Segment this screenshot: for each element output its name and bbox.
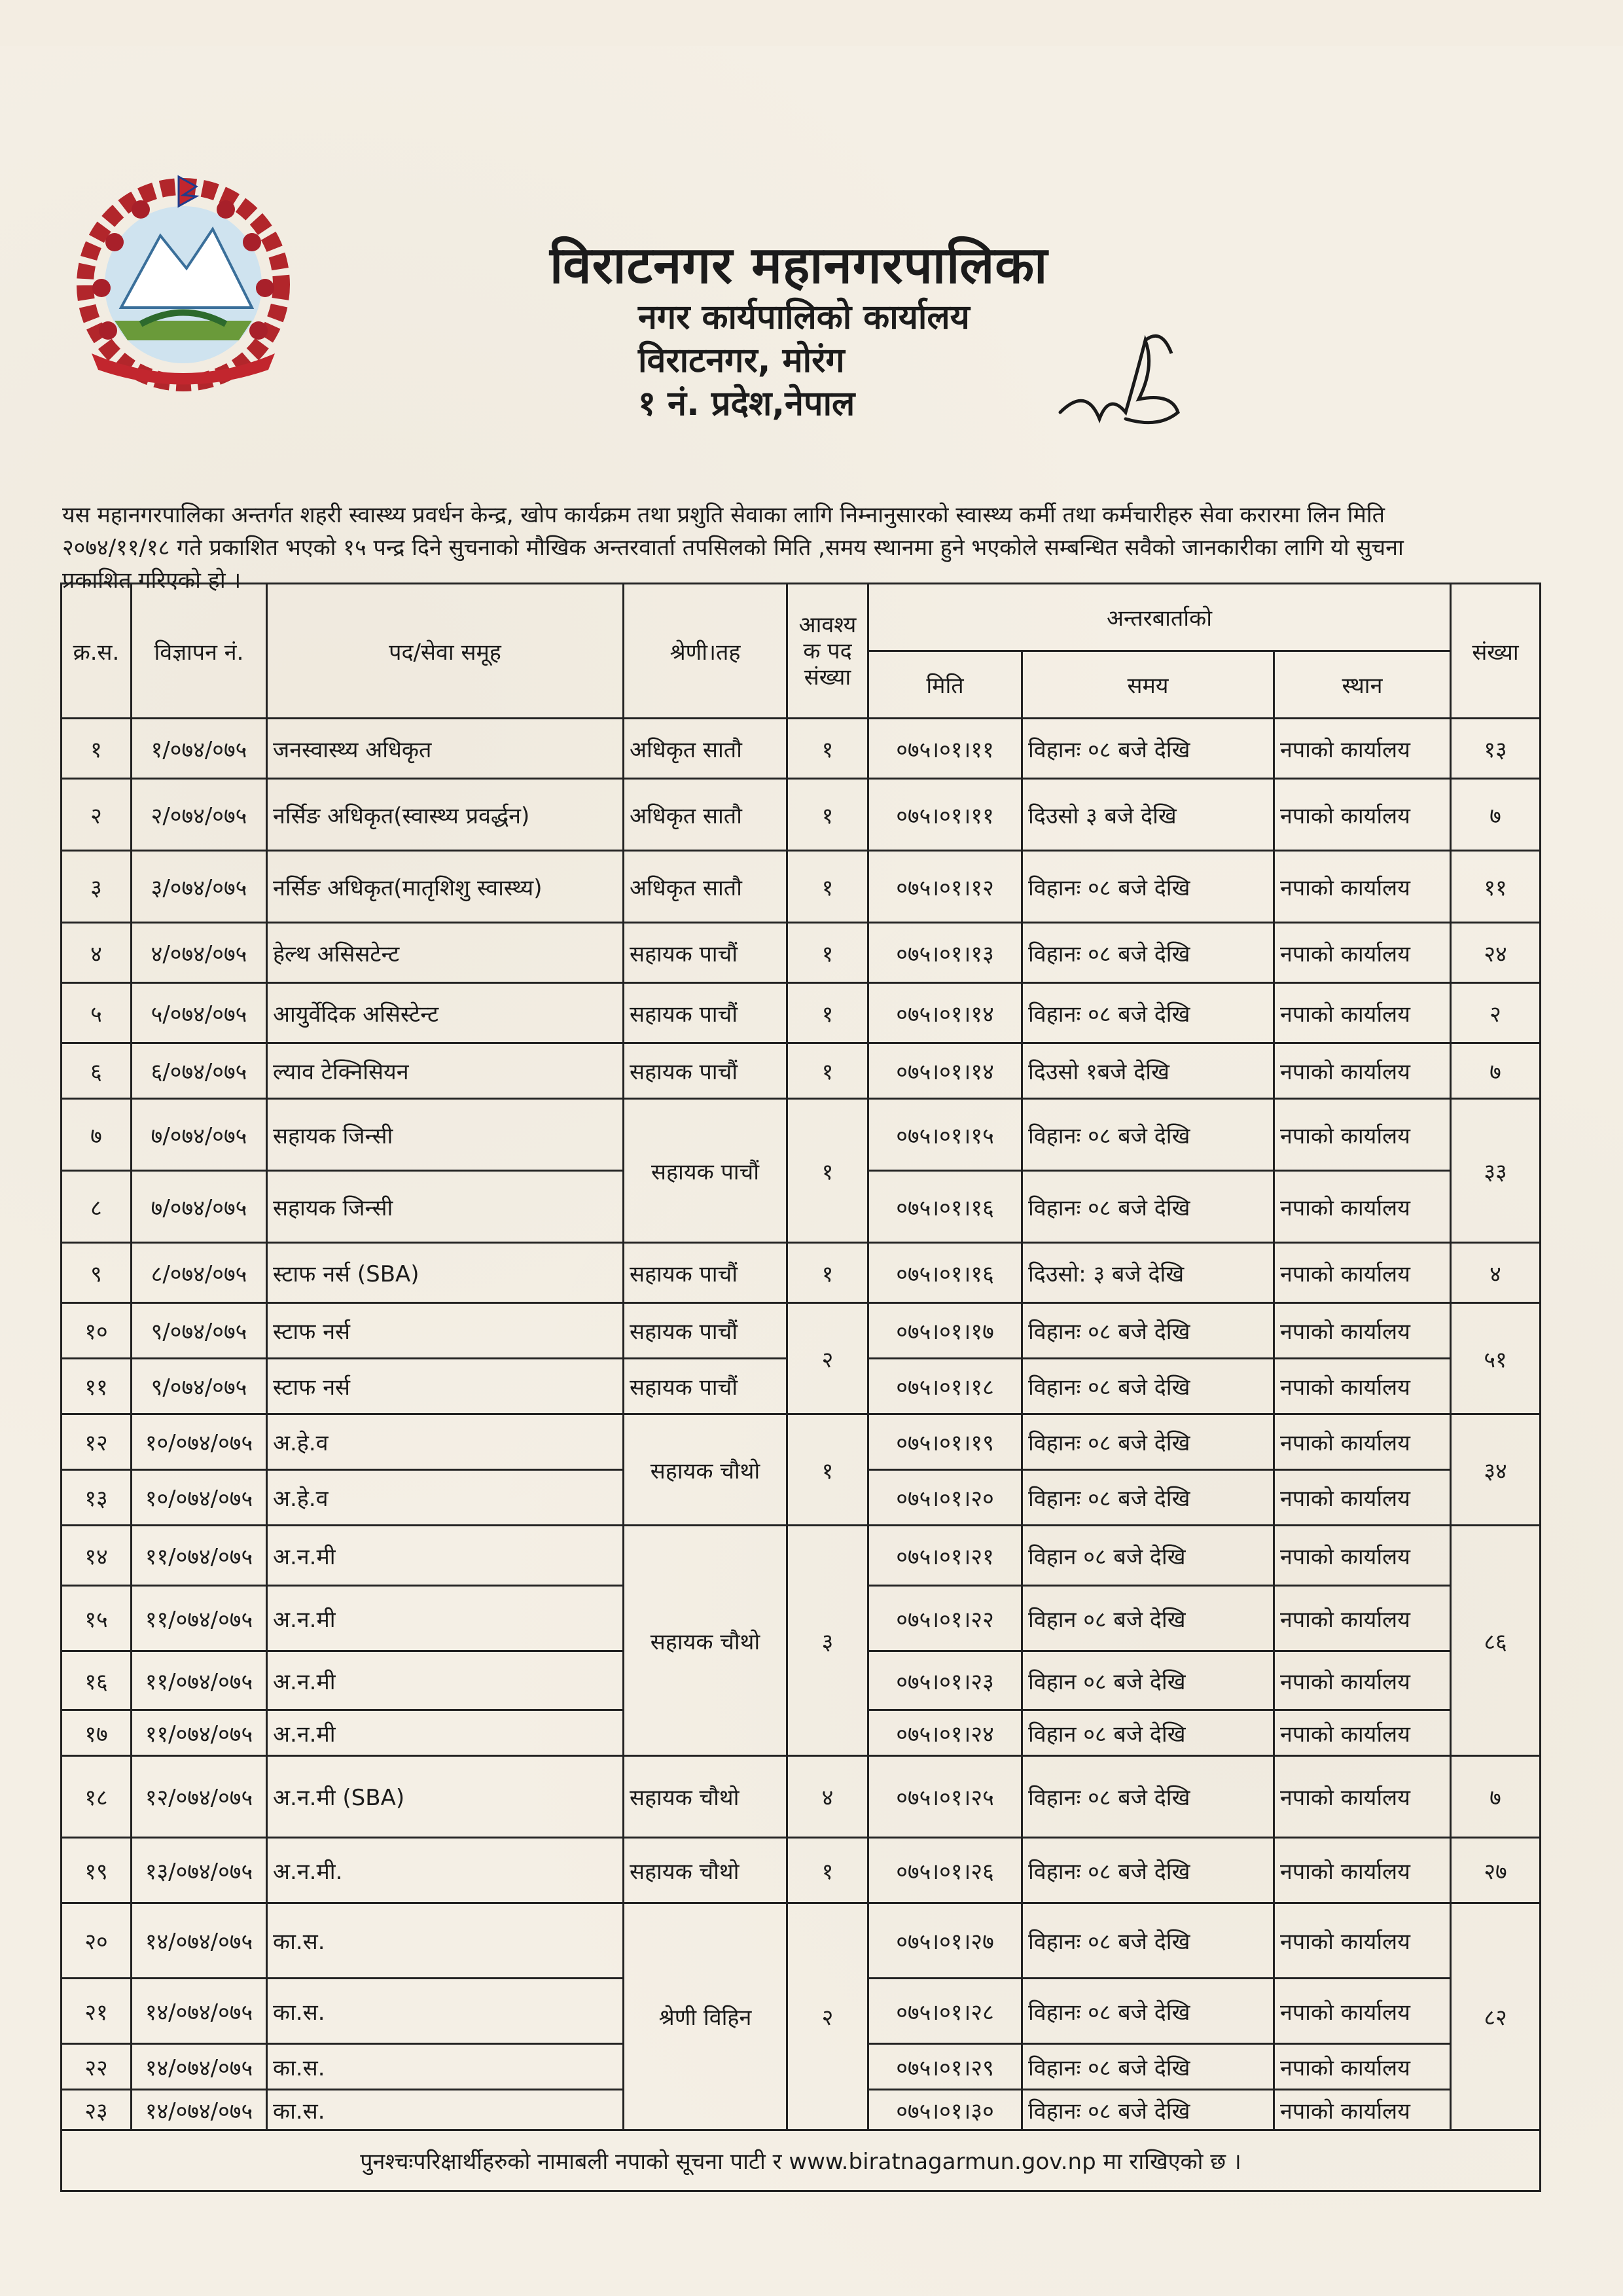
cell-sn: ४	[62, 923, 132, 983]
cell-place: नपाको कार्यालय	[1274, 719, 1451, 779]
cell-ad: ३/०७४/०७५	[132, 851, 267, 923]
cell-time: विहानः ०८ बजे देखि	[1022, 923, 1274, 983]
cell-sn: १८	[62, 1756, 132, 1838]
cell-ad: ९/०७४/०७५	[132, 1359, 267, 1414]
cell-ad: १४/०७४/०७५	[132, 2044, 267, 2090]
cell-post: का.स.	[267, 1979, 624, 2044]
cell-count: ११	[1451, 851, 1541, 923]
cell-place: नपाको कार्यालय	[1274, 1903, 1451, 1979]
cell-date: ०७५।०१।१८	[868, 1359, 1022, 1414]
header-interview: अन्तरबार्ताको	[868, 584, 1451, 651]
cell-sn: ९	[62, 1243, 132, 1303]
cell-required: १	[787, 1099, 868, 1243]
cell-date: ०७५।०१।११	[868, 719, 1022, 779]
cell-level: सहायक पाचौं	[624, 1359, 787, 1414]
cell-count: ७	[1451, 1043, 1541, 1099]
cell-sn: १९	[62, 1838, 132, 1903]
cell-time: विहानः ०८ बजे देखि	[1022, 1359, 1274, 1414]
cell-date: ०७५।०१।२७	[868, 1903, 1022, 1979]
cell-time: विहानः ०८ बजे देखि	[1022, 1756, 1274, 1838]
cell-sn: ८	[62, 1171, 132, 1243]
cell-time: विहानः ०८ बजे देखि	[1022, 1470, 1274, 1526]
cell-date: ०७५।०१।१३	[868, 923, 1022, 983]
cell-required: १	[787, 1043, 868, 1099]
cell-date: ०७५।०१।१७	[868, 1303, 1022, 1359]
cell-place: नपाको कार्यालय	[1274, 1099, 1451, 1171]
cell-date: ०७५।०१।३०	[868, 2090, 1022, 2130]
cell-level: अधिकृत सातौ	[624, 851, 787, 923]
cell-time: विहान ०८ बजे देखि	[1022, 1586, 1274, 1651]
cell-required: १	[787, 1838, 868, 1903]
table-row	[62, 1043, 1541, 1099]
cell-post: आयुर्वेदिक असिस्टेन्ट	[267, 983, 624, 1043]
cell-time: दिउसो: ३ बजे देखि	[1022, 1243, 1274, 1303]
cell-level: सहायक पाचौं	[624, 1043, 787, 1099]
cell-required: १	[787, 779, 868, 851]
cell-post: ल्याव टेक्निसियन	[267, 1043, 624, 1099]
cell-count: २७	[1451, 1838, 1541, 1903]
cell-date: ०७५।०१।१६	[868, 1171, 1022, 1243]
cell-post: अ.न.मी (SBA)	[267, 1756, 624, 1838]
cell-count: ३४	[1451, 1414, 1541, 1526]
cell-ad: १३/०७४/०७५	[132, 1838, 267, 1903]
cell-sn: १७	[62, 1710, 132, 1756]
cell-required: १	[787, 851, 868, 923]
cell-date: ०७५।०१।१५	[868, 1099, 1022, 1171]
table-row	[62, 1838, 1541, 1903]
cell-place: नपाको कार्यालय	[1274, 1710, 1451, 1756]
cell-sn: १४	[62, 1526, 132, 1586]
cell-sn: ५	[62, 983, 132, 1043]
cell-ad: ६/०७४/०७५	[132, 1043, 267, 1099]
cell-level: अधिकृत सातौ	[624, 779, 787, 851]
cell-post: स्टाफ नर्स	[267, 1303, 624, 1359]
cell-ad: ७/०७४/०७५	[132, 1099, 267, 1171]
cell-place: नपाको कार्यालय	[1274, 1526, 1451, 1586]
cell-required: १	[787, 923, 868, 983]
cell-place: नपाको कार्यालय	[1274, 983, 1451, 1043]
cell-post: अ.न.मी	[267, 1710, 624, 1756]
nepal-emblem-icon	[62, 157, 304, 399]
interview-schedule-table	[60, 583, 1541, 2192]
header-post: पद/सेवा समूह	[267, 584, 624, 719]
office-province: १ नं. प्रदेश,नेपाल	[638, 384, 855, 423]
cell-place: नपाको कार्यालय	[1274, 1838, 1451, 1903]
table-row	[62, 1756, 1541, 1838]
cell-date: ०७५।०१।२१	[868, 1526, 1022, 1586]
cell-place: नपाको कार्यालय	[1274, 779, 1451, 851]
table-row	[62, 923, 1541, 983]
cell-count: ८६	[1451, 1526, 1541, 1756]
cell-sn: २३	[62, 2090, 132, 2130]
cell-level: सहायक चौथो	[624, 1838, 787, 1903]
cell-ad: ५/०७४/०७५	[132, 983, 267, 1043]
cell-ad: १२/०७४/०७५	[132, 1756, 267, 1838]
table-footer-row	[62, 2130, 1541, 2191]
cell-place: नपाको कार्यालय	[1274, 1651, 1451, 1710]
cell-level: सहायक पाचौं	[624, 1099, 787, 1243]
cell-count: ५१	[1451, 1303, 1541, 1414]
cell-date: ०७५।०१।२५	[868, 1756, 1022, 1838]
cell-date: ०७५।०१।१२	[868, 851, 1022, 923]
cell-required: १	[787, 1414, 868, 1526]
header-time: समय	[1022, 651, 1274, 719]
cell-ad: ९/०७४/०७५	[132, 1303, 267, 1359]
cell-place: नपाको कार्यालय	[1274, 851, 1451, 923]
cell-sn: १०	[62, 1303, 132, 1359]
cell-date: ०७५।०१।१४	[868, 983, 1022, 1043]
cell-date: ०७५।०१।२४	[868, 1710, 1022, 1756]
cell-ad: ११/०७४/०७५	[132, 1710, 267, 1756]
cell-sn: १२	[62, 1414, 132, 1470]
cell-time: विहानः ०८ बजे देखि	[1022, 851, 1274, 923]
cell-level: सहायक चौथो	[624, 1756, 787, 1838]
table-row	[62, 1243, 1541, 1303]
cell-level: अधिकृत सातौ	[624, 719, 787, 779]
office-location: विराटनगर, मोरंग	[638, 341, 845, 380]
table-row	[62, 719, 1541, 779]
cell-sn: १५	[62, 1586, 132, 1651]
cell-place: नपाको कार्यालय	[1274, 2090, 1451, 2130]
cell-level: सहायक पाचौं	[624, 1303, 787, 1359]
header-ad-no: विज्ञापन नं.	[132, 584, 267, 719]
cell-ad: ७/०७४/०७५	[132, 1171, 267, 1243]
cell-post: हेल्थ असिसटेन्ट	[267, 923, 624, 983]
cell-time: विहानः ०८ बजे देखि	[1022, 719, 1274, 779]
cell-post: अ.न.मी	[267, 1526, 624, 1586]
cell-time: विहानः ०८ बजे देखि	[1022, 1414, 1274, 1470]
cell-time: विहानः ०८ बजे देखि	[1022, 2090, 1274, 2130]
cell-date: ०७५।०१।२३	[868, 1651, 1022, 1710]
table-row	[62, 1099, 1541, 1171]
cell-date: ०७५।०१।१६	[868, 1243, 1022, 1303]
cell-time: दिउसो १बजे देखि	[1022, 1043, 1274, 1099]
cell-level: सहायक चौथो	[624, 1414, 787, 1526]
cell-time: विहान ०८ बजे देखि	[1022, 1651, 1274, 1710]
cell-ad: ११/०७४/०७५	[132, 1586, 267, 1651]
cell-time: विहान ०८ बजे देखि	[1022, 1710, 1274, 1756]
cell-sn: १	[62, 719, 132, 779]
cell-required: १	[787, 983, 868, 1043]
notice-paragraph: यस महानगरपालिका अन्तर्गत शहरी स्वास्थ्य प्रवर्धन केन्द्र, खोप कार्यक्रम तथा प्रशुति सेवाका लागि निम्नानुसारको स्वास्थ्य कर्मी तथा कर्मचारीहरु सेवा करारमा लिन मिति २०७४/११/१८ गते प्रकाशित भएको १५ पन्द्र दिने सुचनाको मौखिक अन्तरवार्ता तपसिलको मिति ,समय स्थानमा हुने भएकोले सम्बन्धित सवैको जानकारीका लागि यो सुचना प्रकाशित गरिएको हो ।	[62, 502, 1404, 594]
office-subtitle: नगर कार्यपालिको कार्यालय	[638, 298, 970, 337]
header-required: आवश्य क पद संख्या	[787, 584, 868, 719]
cell-ad: १४/०७४/०७५	[132, 1903, 267, 1979]
cell-sn: २१	[62, 1979, 132, 2044]
cell-date: ०७५।०१।१९	[868, 1414, 1022, 1470]
cell-count: १३	[1451, 719, 1541, 779]
cell-place: नपाको कार्यालय	[1274, 1586, 1451, 1651]
cell-date: ०७५।०१।२२	[868, 1586, 1022, 1651]
table-row	[62, 779, 1541, 851]
cell-date: ०७५।०१।२९	[868, 2044, 1022, 2090]
cell-post: अ.न.मी	[267, 1586, 624, 1651]
cell-post: का.स.	[267, 1903, 624, 1979]
cell-place: नपाको कार्यालय	[1274, 1470, 1451, 1526]
cell-post: अ.हे.व	[267, 1470, 624, 1526]
cell-required: ४	[787, 1756, 868, 1838]
cell-post: सहायक जिन्सी	[267, 1171, 624, 1243]
cell-time: विहानः ०८ बजे देखि	[1022, 1903, 1274, 1979]
header-place: स्थान	[1274, 651, 1451, 719]
cell-ad: १/०७४/०७५	[132, 719, 267, 779]
cell-post: सहायक जिन्सी	[267, 1099, 624, 1171]
cell-sn: ६	[62, 1043, 132, 1099]
cell-time: विहानः ०८ बजे देखि	[1022, 2044, 1274, 2090]
cell-required: २	[787, 1303, 868, 1414]
cell-post: का.स.	[267, 2044, 624, 2090]
cell-place: नपाको कार्यालय	[1274, 1171, 1451, 1243]
cell-level: सहायक चौथो	[624, 1526, 787, 1756]
cell-level: सहायक पाचौं	[624, 1243, 787, 1303]
cell-date: ०७५।०१।२६	[868, 1838, 1022, 1903]
cell-place: नपाको कार्यालय	[1274, 1414, 1451, 1470]
cell-sn: १३	[62, 1470, 132, 1526]
cell-required: १	[787, 719, 868, 779]
cell-ad: २/०७४/०७५	[132, 779, 267, 851]
cell-level: श्रेणी विहिन	[624, 1903, 787, 2130]
cell-sn: ७	[62, 1099, 132, 1171]
cell-count: ४	[1451, 1243, 1541, 1303]
cell-post: स्टाफ नर्स (SBA)	[267, 1243, 624, 1303]
cell-post: अ.हे.व	[267, 1414, 624, 1470]
cell-time: विहानः ०८ बजे देखि	[1022, 1099, 1274, 1171]
cell-post: नर्सिङ अधिकृत(मातृशिशु स्वास्थ्य)	[267, 851, 624, 923]
table-row	[62, 1526, 1541, 1586]
header-sn: क्र.स.	[62, 584, 132, 719]
cell-sn: ३	[62, 851, 132, 923]
cell-time: विहानः ०८ बजे देखि	[1022, 1838, 1274, 1903]
cell-ad: ४/०७४/०७५	[132, 923, 267, 983]
cell-place: नपाको कार्यालय	[1274, 1243, 1451, 1303]
signature	[1047, 314, 1198, 445]
table-row	[62, 851, 1541, 923]
cell-place: नपाको कार्यालय	[1274, 1359, 1451, 1414]
cell-ad: १४/०७४/०७५	[132, 1979, 267, 2044]
table-row	[62, 1903, 1541, 1979]
cell-time: विहानः ०८ बजे देखि	[1022, 1979, 1274, 2044]
cell-count: २४	[1451, 923, 1541, 983]
footer-note: पुनश्चःपरिक्षार्थीहरुको नामाबली नपाको सूचना पाटी र www.biratnagarmun.gov.np मा राखिएको छ ।	[62, 2130, 1541, 2191]
cell-time: विहानः ०८ बजे देखि	[1022, 1303, 1274, 1359]
cell-required: २	[787, 1903, 868, 2130]
cell-time: दिउसो ३ बजे देखि	[1022, 779, 1274, 851]
cell-date: ०७५।०१।११	[868, 779, 1022, 851]
cell-level: सहायक पाचौं	[624, 983, 787, 1043]
cell-sn: २०	[62, 1903, 132, 1979]
cell-sn: १६	[62, 1651, 132, 1710]
cell-ad: १०/०७४/०७५	[132, 1470, 267, 1526]
table-row	[62, 1303, 1541, 1359]
cell-required: १	[787, 1243, 868, 1303]
cell-post: नर्सिङ अधिकृत(स्वास्थ्य प्रवर्द्धन)	[267, 779, 624, 851]
cell-time: विहानः ०८ बजे देखि	[1022, 1171, 1274, 1243]
cell-ad: १४/०७४/०७५	[132, 2090, 267, 2130]
cell-count: ७	[1451, 1756, 1541, 1838]
cell-count: ७	[1451, 779, 1541, 851]
cell-sn: २	[62, 779, 132, 851]
cell-place: नपाको कार्यालय	[1274, 923, 1451, 983]
cell-count: ३३	[1451, 1099, 1541, 1243]
cell-level: सहायक पाचौं	[624, 923, 787, 983]
table-row	[62, 1414, 1541, 1470]
cell-count: २	[1451, 983, 1541, 1043]
cell-time: विहानः ०८ बजे देखि	[1022, 983, 1274, 1043]
cell-place: नपाको कार्यालय	[1274, 2044, 1451, 2090]
cell-post: जनस्वास्थ्य अधिकृत	[267, 719, 624, 779]
cell-place: नपाको कार्यालय	[1274, 1979, 1451, 2044]
cell-post: अ.न.मी.	[267, 1838, 624, 1903]
cell-date: ०७५।०१।१४	[868, 1043, 1022, 1099]
cell-sn: ११	[62, 1359, 132, 1414]
cell-post: स्टाफ नर्स	[267, 1359, 624, 1414]
cell-place: नपाको कार्यालय	[1274, 1756, 1451, 1838]
cell-count: ८२	[1451, 1903, 1541, 2130]
cell-post: का.स.	[267, 2090, 624, 2130]
cell-ad: १०/०७४/०७५	[132, 1414, 267, 1470]
cell-post: अ.न.मी	[267, 1651, 624, 1710]
cell-ad: ८/०७४/०७५	[132, 1243, 267, 1303]
header-level: श्रेणी।तह	[624, 584, 787, 719]
header-date: मिति	[868, 651, 1022, 719]
office-title: विराटनगर महानगरपालिका	[550, 236, 1048, 295]
cell-ad: ११/०७४/०७५	[132, 1526, 267, 1586]
cell-date: ०७५।०१।२८	[868, 1979, 1022, 2044]
cell-place: नपाको कार्यालय	[1274, 1303, 1451, 1359]
cell-place: नपाको कार्यालय	[1274, 1043, 1451, 1099]
cell-date: ०७५।०१।२०	[868, 1470, 1022, 1526]
header-count: संख्या	[1451, 584, 1541, 719]
cell-required: ३	[787, 1526, 868, 1756]
cell-ad: ११/०७४/०७५	[132, 1651, 267, 1710]
cell-time: विहान ०८ बजे देखि	[1022, 1526, 1274, 1586]
cell-sn: २२	[62, 2044, 132, 2090]
table-row	[62, 983, 1541, 1043]
